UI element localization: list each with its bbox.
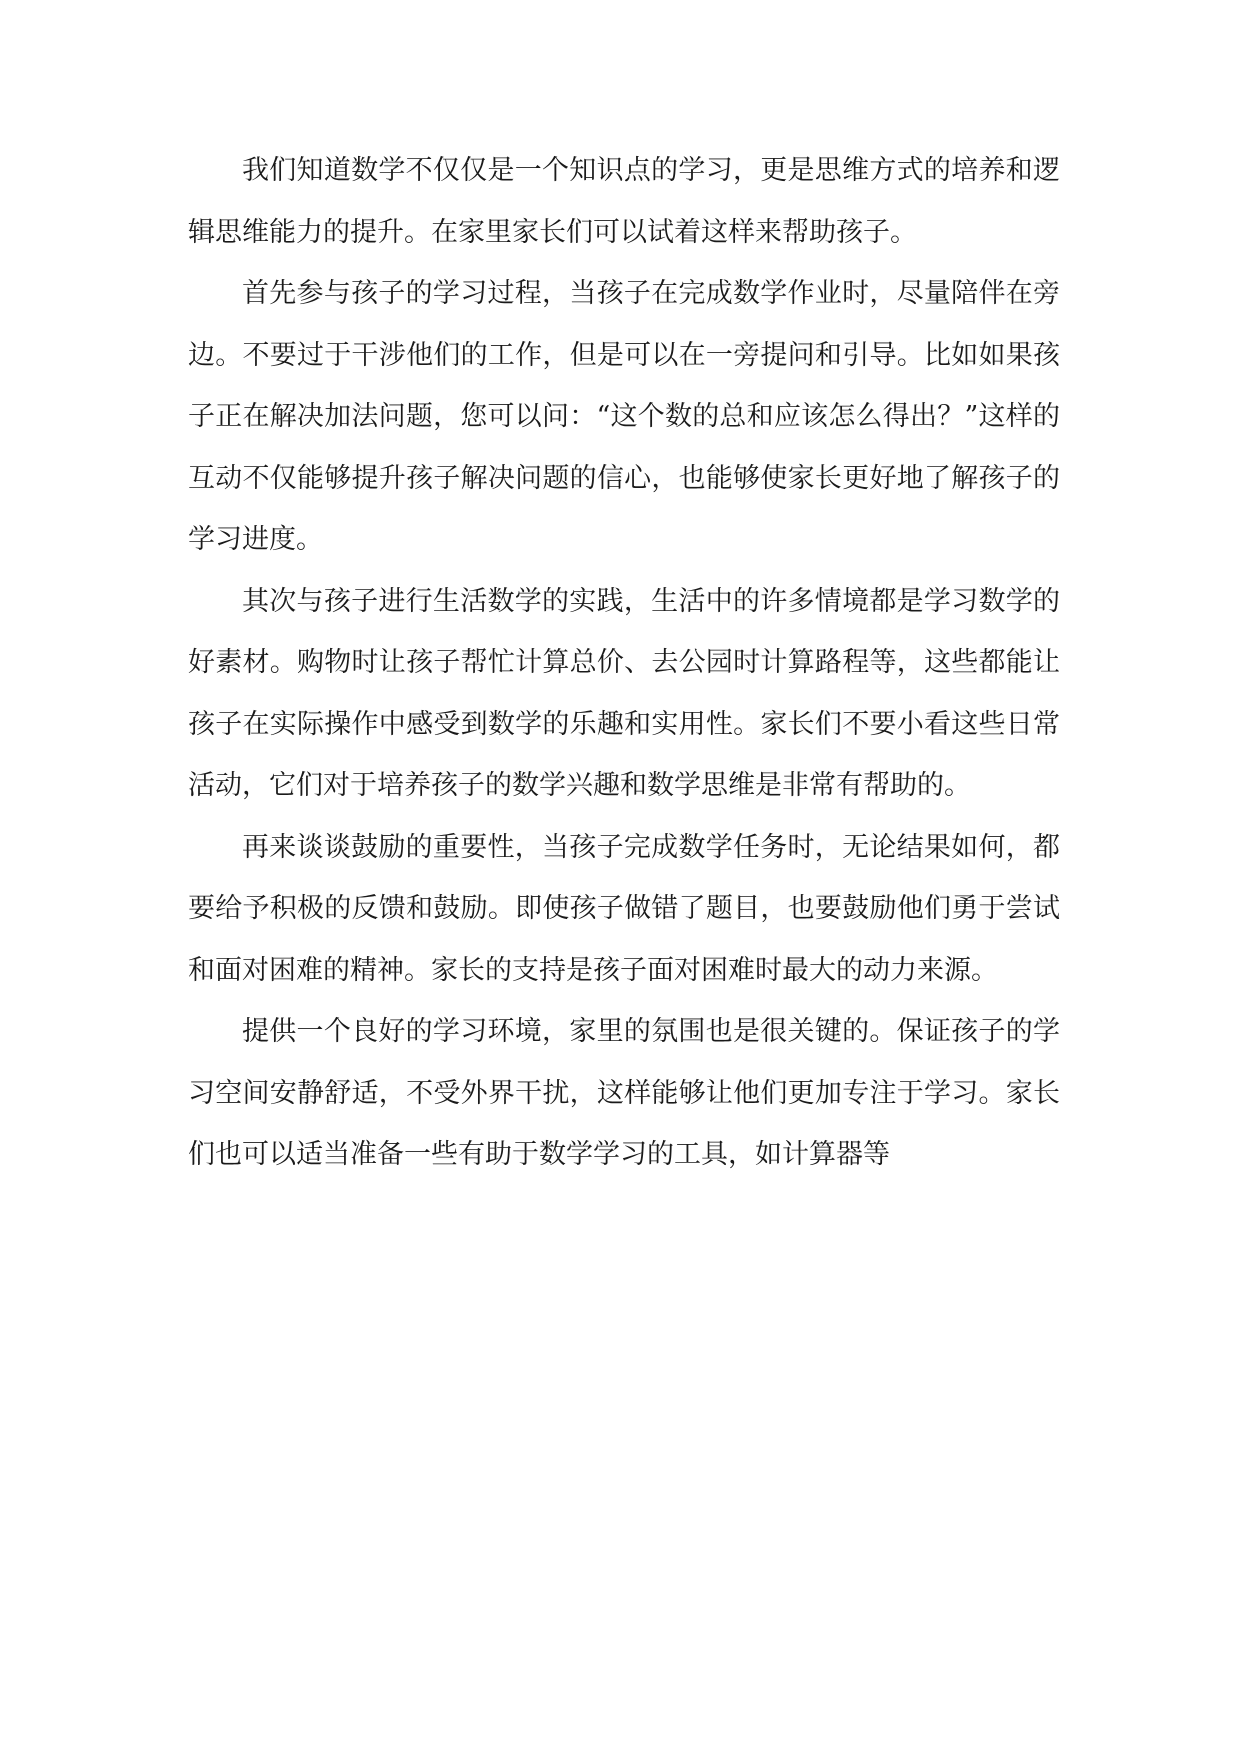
paragraph-5: 提供一个良好的学习环境，家里的氛围也是很关键的。保证孩子的学习空间安静舒适，不受外界干扰，这样能够让他们更加专注于学习。家长们也可以适当准备一些有助于数学学习的工具，如计算器等 <box>188 1016 1060 1170</box>
paragraph-3: 其次与孩子进行生活数学的实践，生活中的许多情境都是学习数学的好素材。购物时让孩子帮忙计算总价、去公园时计算路程等，这些都能让孩子在实际操作中感受到数学的乐趣和实用性。家长们不要小看这些日常活动，它们对于培养孩子的数学兴趣和数学思维是非常有帮助的。 <box>188 585 1060 801</box>
document-body <box>188 140 1060 1186</box>
paragraph-1: 我们知道数学不仅仅是一个知识点的学习，更是思维方式的培养和逻辑思维能力的提升。在家里家长们可以试着这样来帮助孩子。 <box>188 155 1060 248</box>
paragraph-2: 首先参与孩子的学习过程，当孩子在完成数学作业时，尽量陪伴在旁边。不要过于干涉他们的工作，但是可以在一旁提问和引导。比如如果孩子正在解决加法问题，您可以问：“这个数的总和应该怎么得出？”这样的互动不仅能够提升孩子解决问题的信心，也能够使家长更好地了解孩子的学习进度。 <box>188 278 1060 555</box>
paragraph-4: 再来谈谈鼓励的重要性，当孩子完成数学任务时，无论结果如何，都要给予积极的反馈和鼓励。即使孩子做错了题目，也要鼓励他们勇于尝试和面对困难的精神。家长的支持是孩子面对困难时最大的动力来源。 <box>188 831 1060 986</box>
